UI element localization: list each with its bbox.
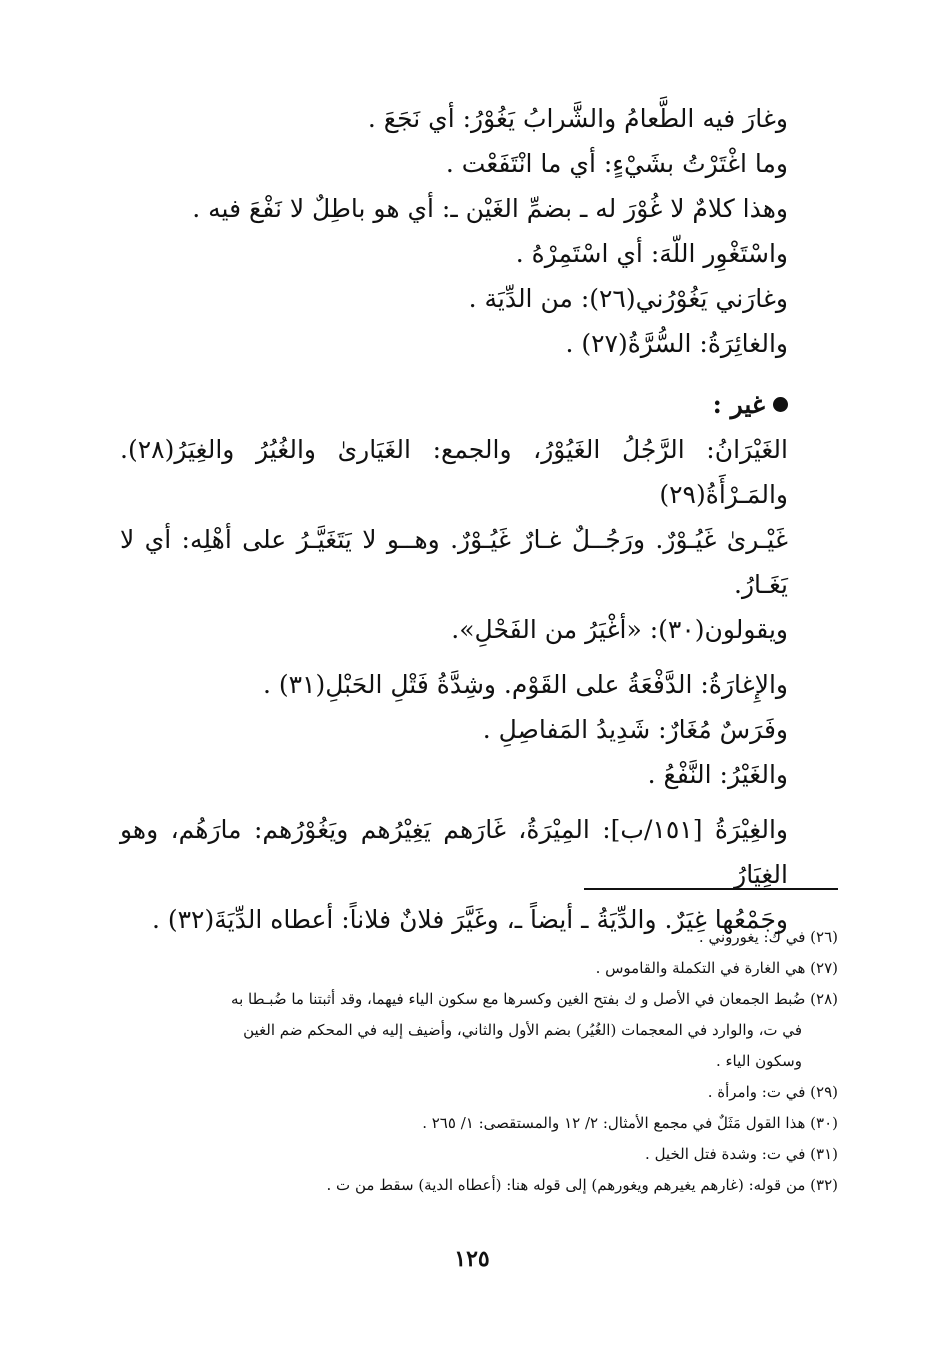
section-entries-ighara (120, 662, 788, 797)
text-line: وجَمْعُها غِيَرٌ. والدِّيَةُ ـ أيضاً ـ، وغَيَّرَ فلانٌ فلاناً: أعطاه الدِّيَةَ(٣٢) . (151, 905, 788, 934)
entry-heading (120, 382, 788, 427)
footnote: (٢٨) ضُبط الجمعان في الأصل و ك بفتح الغين وكسرها مع سكون الياء فيهما، وقد أثبتنا ما ضُبـطا به (231, 990, 838, 1008)
footnote: (٢٩) في ت: وامرأة . (707, 1083, 838, 1101)
footnotes (120, 922, 838, 1201)
text-line: والغَيْرُ: النَّفْعُ . (647, 760, 788, 789)
bullet-icon (773, 397, 788, 412)
text-line: وما اغْتَرْتُ بشَيْءٍ: أي ما انْتَفَعْت . (445, 149, 788, 178)
main-text (120, 96, 788, 942)
text-line: وغارَ فيه الطَّعامُ والشَّرابُ يَغُوْرُ: أي نَجَعَ . (367, 104, 788, 133)
text-line: والغِيْرَةُ [١٥١/ب]: المِيْرَةُ، غَارَهم يَغِيْرُهم ويَغُوْرُهم: مارَهُم، وهو الغِيَارُ (120, 815, 788, 889)
footnote-continuation: في ت، والوارد في المعجمات (الغُيُر) بضم الأول والثاني، وأضيف إليه في المحكم ضم الغين (243, 1021, 802, 1039)
text-line: والإِغارَةُ: الدَّفْعَةُ على القَوْم. وشِدَّةُ فَتْلِ الحَبْلِ(٣١) . (262, 670, 788, 699)
text-line: وغارَني يَغُوْرُني(٢٦): من الدِّيَة . (468, 284, 788, 313)
text-line: ويقولون(٣٠): «أغْيَرُ من الفَحْلِ». (451, 615, 788, 644)
text-line: واسْتَغْوِر اللّهَ: أي اسْتَمِرْهُ . (515, 239, 788, 268)
footnote: (٣١) في ت: وشدة فتل الخيل . (645, 1145, 838, 1163)
page-number: ١٢٥ (454, 1246, 490, 1272)
text-line: وهذا كلامٌ لا غُوْرَ له ـ بضمِّ الغَيْن ـ: أي هو باطِلٌ لا نَفْعَ فيه . (192, 194, 788, 223)
footnote: (٣٢) من قوله: (غارهم يغيرهم ويغورهم) إلى قوله هنا: (أعطاه الدية) سقط من ت . (326, 1176, 838, 1194)
text-line: والغائِرَةُ: السُّرَّةُ(٢٧) . (565, 329, 788, 358)
footnote-separator (584, 888, 838, 890)
footnote: (٢٦) في ك: يغوروني . (698, 928, 838, 946)
footnote: (٣٠) هذا القول مَثَلٌ في مجمع الأمثال: ٢/ ١٢ والمستقصى: ١/ ٢٦٥ . (422, 1114, 838, 1132)
text-line: وفَرَسٌ مُغَارٌ: شَدِيدُ المَفاصِلِ . (482, 715, 788, 744)
text-line: غَيْـرىٰ غَيُـوْرٌ. ورَجُــلٌ غـارٌ غَيُـوْرٌ. وهــو لا يَتَغَيَّـرُ على أهْلِه: أي لا يَغَـارُ. (120, 525, 788, 599)
entry-heading-label: غير : (712, 390, 765, 419)
section-entries-ghawr (120, 96, 788, 366)
footnote-continuation: وسكون الياء . (715, 1052, 802, 1070)
footnote: (٢٧) هي الغارة في التكملة والقاموس . (595, 959, 838, 977)
text-line: الغَيْرَانُ: الرَّجُلُ الغَيُوْرُ، والجمع: الغَيَارىٰ والغُيُرُ والغِيَرُ(٢٨). والمَـرْأَةُ(٢٩) (120, 435, 788, 509)
section-entry-ghayr (120, 382, 788, 652)
